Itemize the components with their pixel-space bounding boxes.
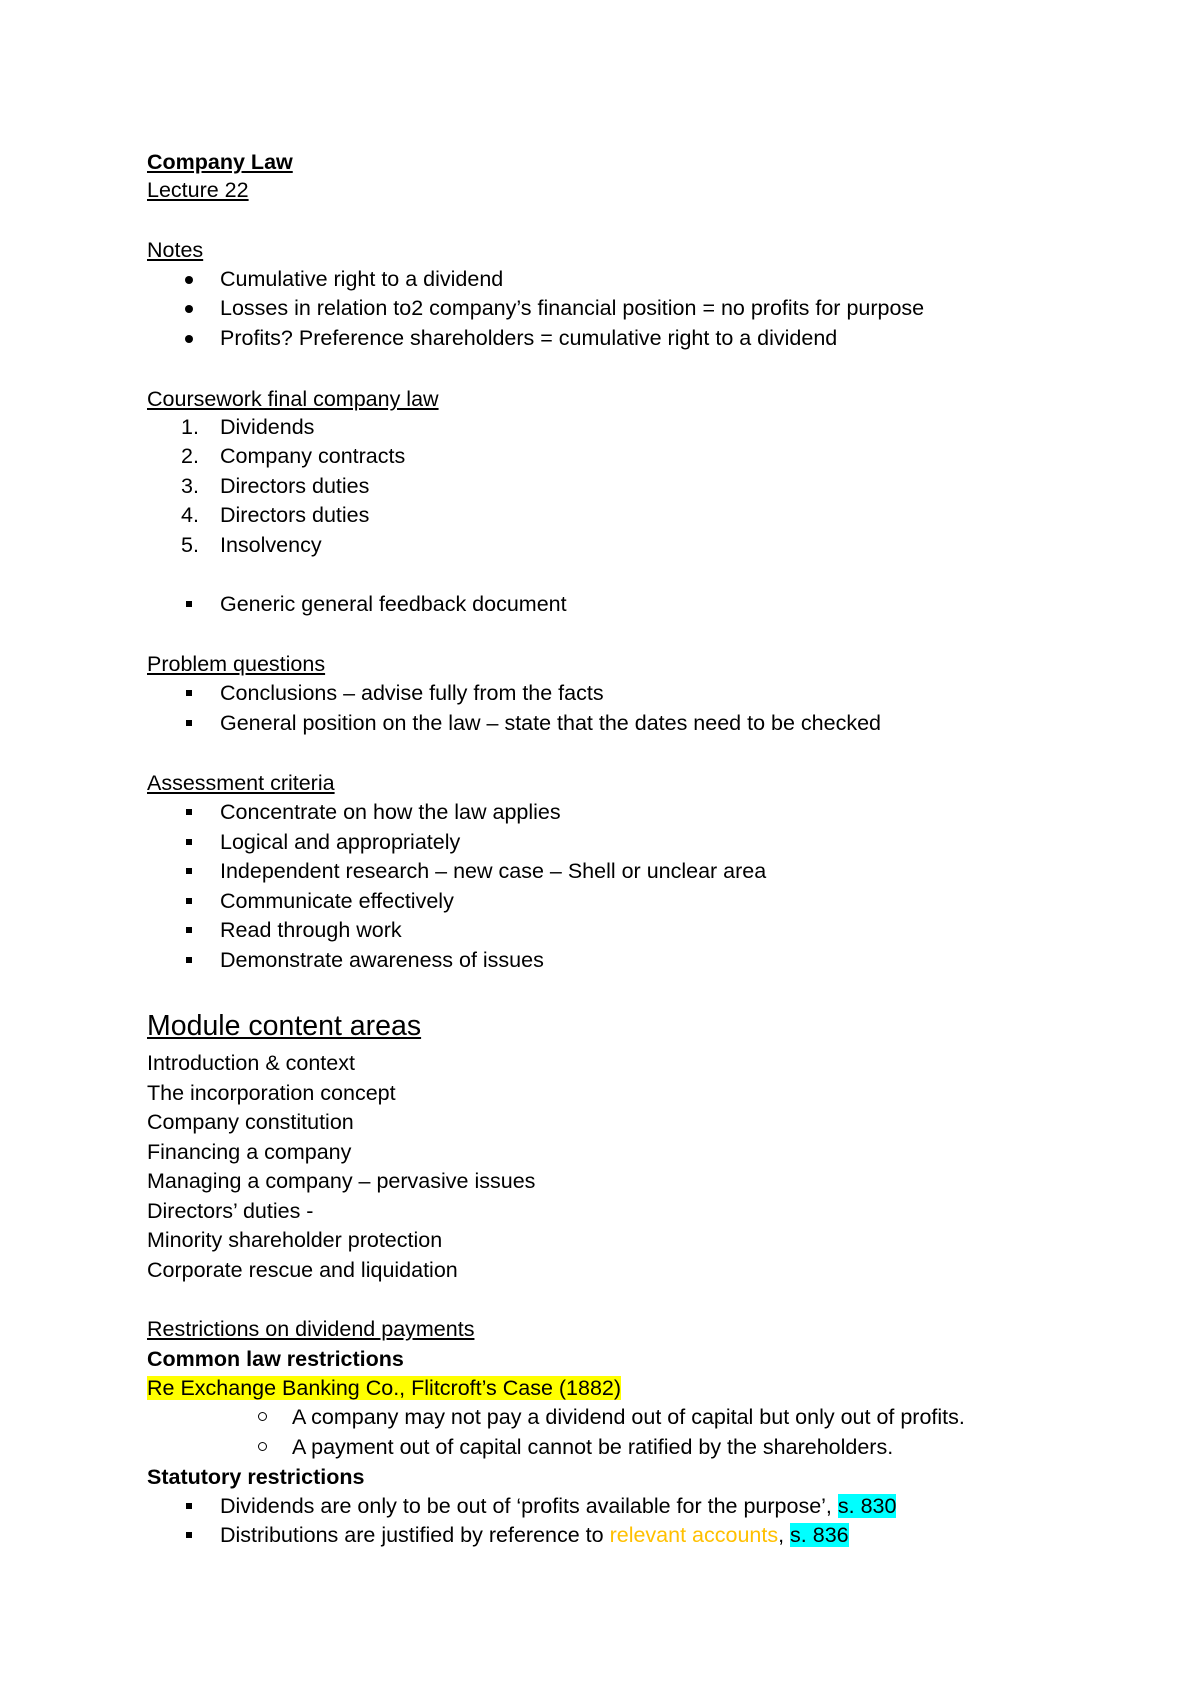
document-title: Company Law (147, 150, 293, 174)
list-number: 5. (181, 533, 199, 557)
statutory-item (220, 1522, 849, 1549)
bullet-square-icon (186, 839, 192, 845)
bullet-dot-icon (185, 305, 193, 313)
module-item: Company constitution (147, 1110, 354, 1134)
bullet-square-icon (186, 1532, 192, 1538)
notes-item: Losses in relation to2 company’s financial position = no profits for purpose (220, 296, 925, 320)
notes-item: Cumulative right to a dividend (220, 267, 504, 291)
bullet-square-icon (186, 809, 192, 815)
coursework-item: Directors duties (220, 503, 370, 527)
module-item: Managing a company – pervasive issues (147, 1169, 536, 1193)
notes-heading: Notes (147, 238, 204, 262)
assessment-item: Demonstrate awareness of issues (220, 948, 544, 972)
bullet-dot-icon (185, 335, 193, 343)
coursework-heading: Coursework final company law (147, 387, 439, 411)
coursework-item: Dividends (220, 415, 315, 439)
bullet-square-icon (186, 720, 192, 726)
coursework-item: Company contracts (220, 444, 406, 468)
bullet-square-icon (186, 601, 192, 607)
module-item: Directors’ duties - (147, 1199, 314, 1223)
case-citation (147, 1375, 621, 1402)
case-point: A payment out of capital cannot be ratified by the shareholders. (292, 1435, 894, 1459)
lecture-number: Lecture 22 (147, 178, 249, 202)
list-number: 1. (181, 415, 199, 439)
assessment-item: Independent research – new case – Shell or unclear area (220, 859, 767, 883)
statutory-text: Distributions are justified by reference to (220, 1523, 610, 1547)
notes-item: Profits? Preference shareholders = cumulative right to a dividend (220, 326, 838, 350)
bullet-square-icon (186, 898, 192, 904)
module-item: Financing a company (147, 1140, 352, 1164)
list-number: 4. (181, 503, 199, 527)
problem-item: General position on the law – state that the dates need to be checked (220, 711, 881, 735)
assessment-item: Logical and appropriately (220, 830, 461, 854)
coursework-item: Directors duties (220, 474, 370, 498)
module-item: Corporate rescue and liquidation (147, 1258, 458, 1282)
relevant-accounts-text: relevant accounts (609, 1523, 779, 1547)
problem-questions-heading: Problem questions (147, 652, 326, 676)
module-item: The incorporation concept (147, 1081, 396, 1105)
bullet-square-icon (186, 1503, 192, 1509)
list-number: 3. (181, 474, 199, 498)
bullet-dot-icon (185, 276, 193, 284)
restrictions-heading: Restrictions on dividend payments (147, 1317, 475, 1341)
bullet-square-icon (186, 927, 192, 933)
assessment-item: Read through work (220, 918, 402, 942)
statutory-text: Dividends are only to be out of ‘profits available for the purpose’, (220, 1494, 838, 1518)
bullet-square-icon (186, 690, 192, 696)
bullet-square-icon (186, 868, 192, 874)
list-number: 2. (181, 444, 199, 468)
bullet-circle-icon (258, 1412, 267, 1421)
case-citation-highlight: Re Exchange Banking Co., Flitcroft’s Case (1882) (147, 1376, 622, 1400)
bullet-circle-icon (258, 1442, 267, 1451)
section-reference: s. 836 (790, 1523, 849, 1547)
assessment-item: Communicate effectively (220, 889, 454, 913)
bullet-square-icon (186, 957, 192, 963)
assessment-heading: Assessment criteria (147, 771, 335, 795)
module-item: Introduction & context (147, 1051, 355, 1075)
section-reference: s. 830 (837, 1494, 897, 1518)
separator-text: , (778, 1523, 791, 1547)
module-item: Minority shareholder protection (147, 1228, 443, 1252)
coursework-item: Insolvency (220, 533, 322, 557)
problem-item: Conclusions – advise fully from the facts (220, 681, 604, 705)
statutory-heading: Statutory restrictions (147, 1465, 365, 1489)
module-heading: Module content areas (147, 1010, 422, 1042)
assessment-item: Concentrate on how the law applies (220, 800, 561, 824)
case-point: A company may not pay a dividend out of capital but only out of profits. (292, 1405, 965, 1429)
common-law-heading: Common law restrictions (147, 1347, 404, 1371)
statutory-item (220, 1493, 896, 1520)
coursework-extra: Generic general feedback document (220, 592, 567, 616)
